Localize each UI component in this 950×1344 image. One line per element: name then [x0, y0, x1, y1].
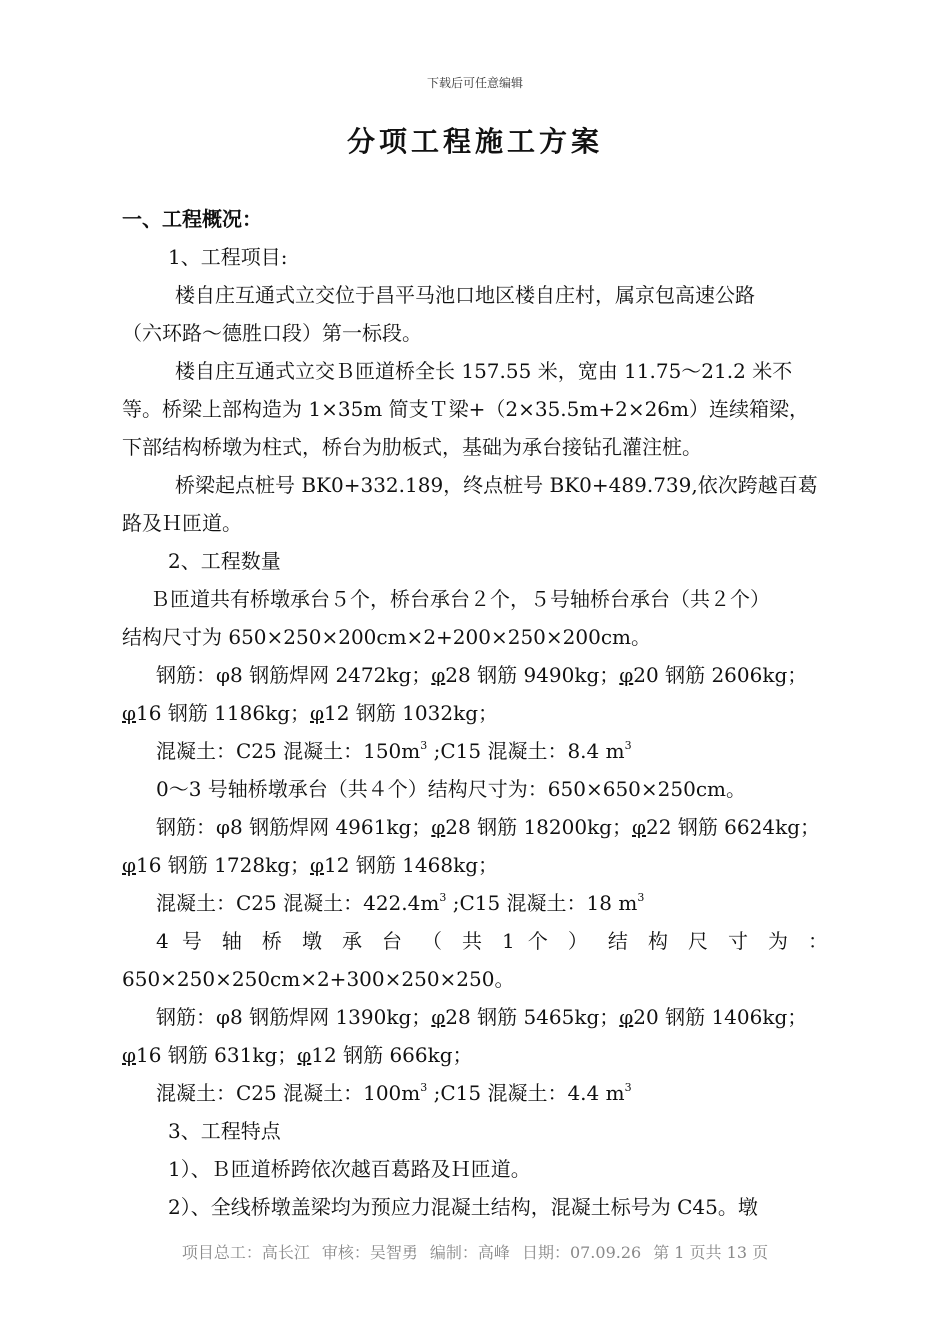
- phi-symbol: φ: [297, 1043, 312, 1067]
- feature-item: 2）、全线桥墩盖梁均为预应力混凝土结构，混凝土标号为 C45。墩: [168, 1195, 758, 1219]
- rebar-item: 28 钢筋 9490kg；: [445, 663, 620, 687]
- subheading-project: 1、工程项目:: [168, 245, 288, 269]
- document-title: 分项工程施工方案: [346, 125, 603, 158]
- page-footer: [0, 1240, 950, 1263]
- rebar-item: 22 钢筋 6624kg；: [646, 815, 820, 839]
- concrete-line: [156, 1074, 632, 1112]
- phi-symbol: φ: [632, 815, 647, 839]
- superscript: 3: [624, 739, 632, 752]
- rebar-item: 16 钢筋 631kg；: [136, 1043, 298, 1067]
- concrete-c25: 混凝土：C25 混凝土：150m: [156, 739, 421, 763]
- phi-symbol: φ: [431, 663, 446, 687]
- concrete-c25: 混凝土：C25 混凝土：422.4m: [156, 891, 440, 915]
- rebar-item: φ8 钢筋焊网 4961kg；: [216, 815, 432, 839]
- phi-symbol: φ: [310, 701, 325, 725]
- footer-page-number: 第 1 页共 13 页: [653, 1243, 769, 1262]
- paragraph-line: Ｂ匝道共有桥墩承台５个，桥台承台２个，５号轴桥台承台（共２个）: [150, 587, 770, 611]
- paragraph-line: 650×250×250cm×2+300×250×250。: [122, 967, 515, 991]
- rebar-line: [122, 1036, 473, 1074]
- phi-symbol: φ: [310, 853, 325, 877]
- rebar-line: [156, 998, 807, 1036]
- phi-symbol: φ: [619, 1005, 634, 1029]
- concrete-c15: ;C15 混凝土：4.4 m: [427, 1081, 625, 1105]
- rebar-item: 12 钢筋 1032kg；: [324, 701, 498, 725]
- paragraph-line: 0～3 号轴桥墩承台（共４个）结构尺寸为：650×650×250cm。: [156, 777, 747, 801]
- phi-symbol: φ: [122, 1043, 137, 1067]
- superscript: 3: [624, 1081, 632, 1094]
- rebar-item: 28 钢筋 5465kg；: [445, 1005, 620, 1029]
- footer-date: 日期：07.09.26: [521, 1243, 642, 1262]
- superscript: 3: [420, 739, 428, 752]
- paragraph-line-justified: 4 号 轴 桥 墩 承 台 （ 共 1 个 ） 结 构 尺 寸 为 ：: [156, 929, 828, 953]
- paragraph-line: 结构尺寸为 650×250×200cm×2+200×250×200cm。: [122, 625, 652, 649]
- superscript: 3: [439, 891, 447, 904]
- concrete-c15: ;C15 混凝土：8.4 m: [427, 739, 625, 763]
- superscript: 3: [420, 1081, 428, 1094]
- rebar-label: 钢筋：: [156, 663, 216, 687]
- rebar-item: 20 钢筋 1406kg；: [633, 1005, 808, 1029]
- subheading-quantities: 2、工程数量: [168, 549, 281, 573]
- superscript: 3: [637, 891, 645, 904]
- paragraph-line: 桥梁起点桩号 BK0+332.189，终点桩号 BK0+489.739,依次跨越百葛: [175, 473, 818, 497]
- phi-symbol: φ: [431, 1005, 446, 1029]
- phi-symbol: φ: [122, 853, 137, 877]
- rebar-item: φ8 钢筋焊网 1390kg；: [216, 1005, 432, 1029]
- footer-manager: 项目总工：高长江: [181, 1243, 310, 1262]
- rebar-line: [122, 694, 498, 732]
- phi-symbol: φ: [431, 815, 446, 839]
- rebar-line: [122, 846, 498, 884]
- rebar-label: 钢筋：: [156, 815, 216, 839]
- phi-symbol: φ: [619, 663, 634, 687]
- paragraph-line: 楼自庄互通式立交位于昌平马池口地区楼自庄村，属京包高速公路: [175, 283, 755, 307]
- rebar-label: 钢筋：: [156, 1005, 216, 1029]
- footer-editor: 编制：高峰: [429, 1243, 510, 1262]
- rebar-item: 12 钢筋 666kg；: [311, 1043, 473, 1067]
- footer-reviewer: 审核：吴智勇: [321, 1243, 418, 1262]
- rebar-item: 16 钢筋 1728kg；: [136, 853, 310, 877]
- rebar-line: [156, 656, 807, 694]
- rebar-item: φ8 钢筋焊网 2472kg；: [216, 663, 432, 687]
- phi-symbol: φ: [122, 701, 137, 725]
- concrete-line: [156, 884, 644, 922]
- paragraph-line: 等。桥梁上部构造为 1×35m 简支Ｔ梁+（2×35.5m+2×26m）连续箱梁，: [122, 397, 810, 421]
- concrete-c25: 混凝土：C25 混凝土：100m: [156, 1081, 421, 1105]
- section-heading-overview: 一、工程概况：: [122, 207, 262, 231]
- feature-item: 1）、Ｂ匝道桥跨依次越百葛路及Ｈ匝道。: [168, 1157, 531, 1181]
- subheading-features: 3、工程特点: [168, 1119, 281, 1143]
- paragraph-line: 下部结构桥墩为柱式，桥台为肋板式，基础为承台接钻孔灌注桩。: [122, 435, 702, 459]
- concrete-line: [156, 732, 632, 770]
- header-note: 下载后可任意编辑: [426, 76, 523, 90]
- rebar-line: [156, 808, 820, 846]
- concrete-c15: ;C15 混凝土：18 m: [446, 891, 638, 915]
- paragraph-line: 楼自庄互通式立交Ｂ匝道桥全长 157.55 米，宽由 11.75～21.2 米不: [175, 359, 793, 383]
- rebar-item: 20 钢筋 2606kg；: [633, 663, 808, 687]
- paragraph-line: 路及Ｈ匝道。: [122, 511, 242, 535]
- paragraph-line: （六环路～德胜口段）第一标段。: [122, 321, 422, 345]
- rebar-item: 12 钢筋 1468kg；: [324, 853, 498, 877]
- rebar-item: 16 钢筋 1186kg；: [136, 701, 310, 725]
- rebar-item: 28 钢筋 18200kg；: [445, 815, 632, 839]
